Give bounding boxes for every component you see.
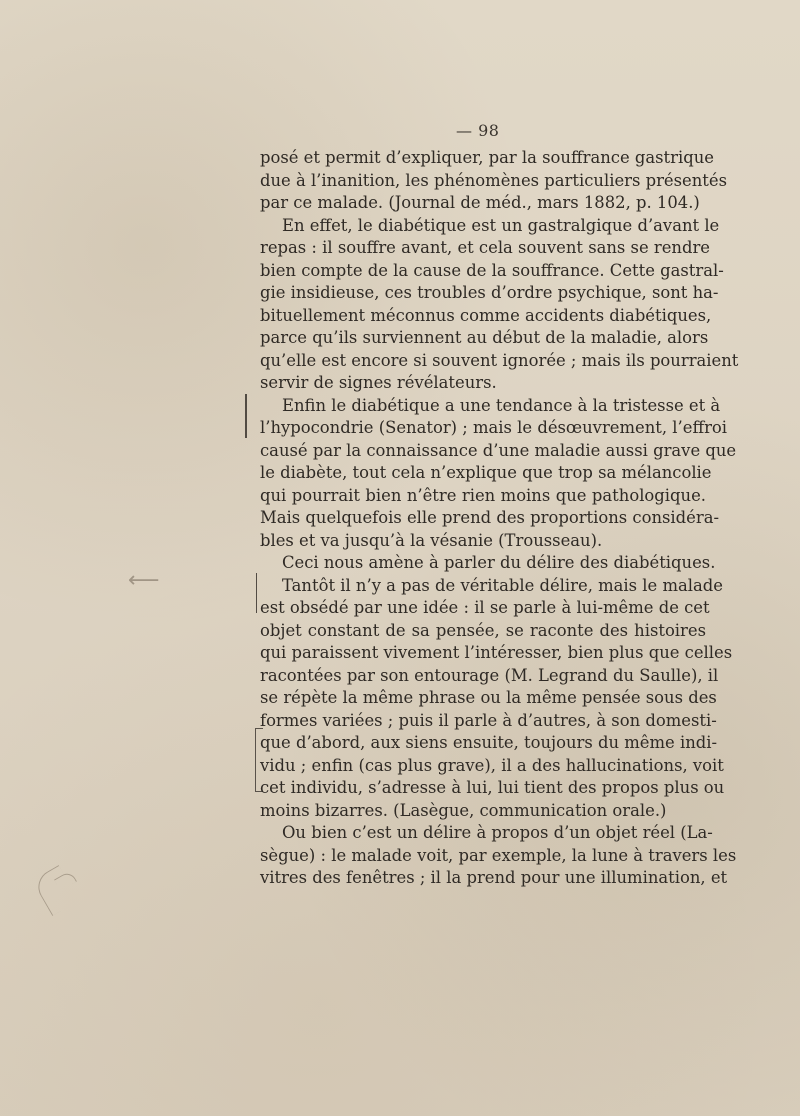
text-line: cet individu, s’adresse à lui, lui tient des propos plus ou xyxy=(260,778,725,797)
text-line: sègue) : le malade voit, par exemple, la lune à travers les xyxy=(260,845,737,865)
text-line: bien compte de la cause de la souffrance. Cette gastral- xyxy=(260,260,724,280)
pencil-arrow-icon: ⟵ xyxy=(128,568,160,593)
text-line: que d’abord, aux siens ensuite, toujours du même indi- xyxy=(260,733,718,752)
text-line: bles et va jusqu’à la vésanie (Trousseau). xyxy=(260,530,603,550)
text-line: Ceci nous amène à parler du délire des diabétiques. xyxy=(282,553,716,572)
text-line: posé et permit d’expliquer, par la souffrance gastrique xyxy=(260,148,714,167)
text-line: servir de signes révélateurs. xyxy=(260,373,497,392)
text-line: qu’elle est encore si souvent ignorée ; mais ils pourraient xyxy=(260,350,739,370)
text-line: repas : il souffre avant, et cela souvent sans se rendre xyxy=(260,238,710,257)
text-line: bituellement méconnus comme accidents diabétiques, xyxy=(260,305,712,325)
text-line: Ou bien c’est un délire à propos d’un objet réel (La- xyxy=(282,823,713,842)
text-line: qui paraissent vivement l’intéresser, bien plus que celles xyxy=(260,643,733,662)
text-line: due à l’inanition, les phénomènes particuliers présentés xyxy=(260,170,727,190)
text-line xyxy=(260,192,706,215)
text-line: En effet, le diabétique est un gastralgique d’avant le xyxy=(282,215,720,235)
pencil-scribble-icon xyxy=(32,865,79,916)
text-line: vitres des fenêtres ; il la prend pour une illumination, et xyxy=(260,868,728,887)
text-line: se répète la même phrase ou la même pensée sous des xyxy=(260,688,717,707)
text-line: est obsédé par une idée : il se parle à lui-même de cet xyxy=(260,598,710,617)
text-line: l’hypocondrie (Senator) ; mais le désœuvrement, l’effroi xyxy=(260,418,728,437)
text-line: parce qu’ils surviennent au début de la maladie, alors xyxy=(260,328,709,347)
body-text xyxy=(260,147,739,890)
text-line: objet constant de sa pensée, se raconte des histoires xyxy=(260,620,706,640)
margin-mark-small xyxy=(256,573,257,613)
text-line: Tantôt il n’y a pas de véritable délire, mais le malade xyxy=(282,575,723,595)
text-line: qui pourrait bien n’être rien moins que pathologique. xyxy=(260,485,706,505)
text-line: moins bizarres. (Lasègue, communication orale.) xyxy=(260,800,667,820)
text-line: causé par la connaissance d’une maladie aussi grave que xyxy=(260,440,737,460)
text-line: Enfin le diabétique a une tendance à la tristesse et à xyxy=(282,395,721,415)
page-number: — 98 xyxy=(456,121,500,140)
text-line: formes variées ; puis il parle à d’autres, à son domesti- xyxy=(260,710,717,730)
text-line: gie insidieuse, ces troubles d’ordre psychique, sont ha- xyxy=(260,283,719,302)
margin-mark xyxy=(245,394,247,438)
text-line-part: par ce malade. (Journal de méd., mars 1882, p. 104.) xyxy=(260,193,700,212)
text-line: vidu ; enfin (cas plus grave), il a des hallucinations, voit xyxy=(260,755,724,775)
text-line: racontées par son entourage (M. Legrand du Saulle), il xyxy=(260,665,719,685)
text-line: Mais quelquefois elle prend des proportions considéra- xyxy=(260,508,720,527)
text-line: le diabète, tout cela n’explique que trop sa mélancolie xyxy=(260,463,712,482)
